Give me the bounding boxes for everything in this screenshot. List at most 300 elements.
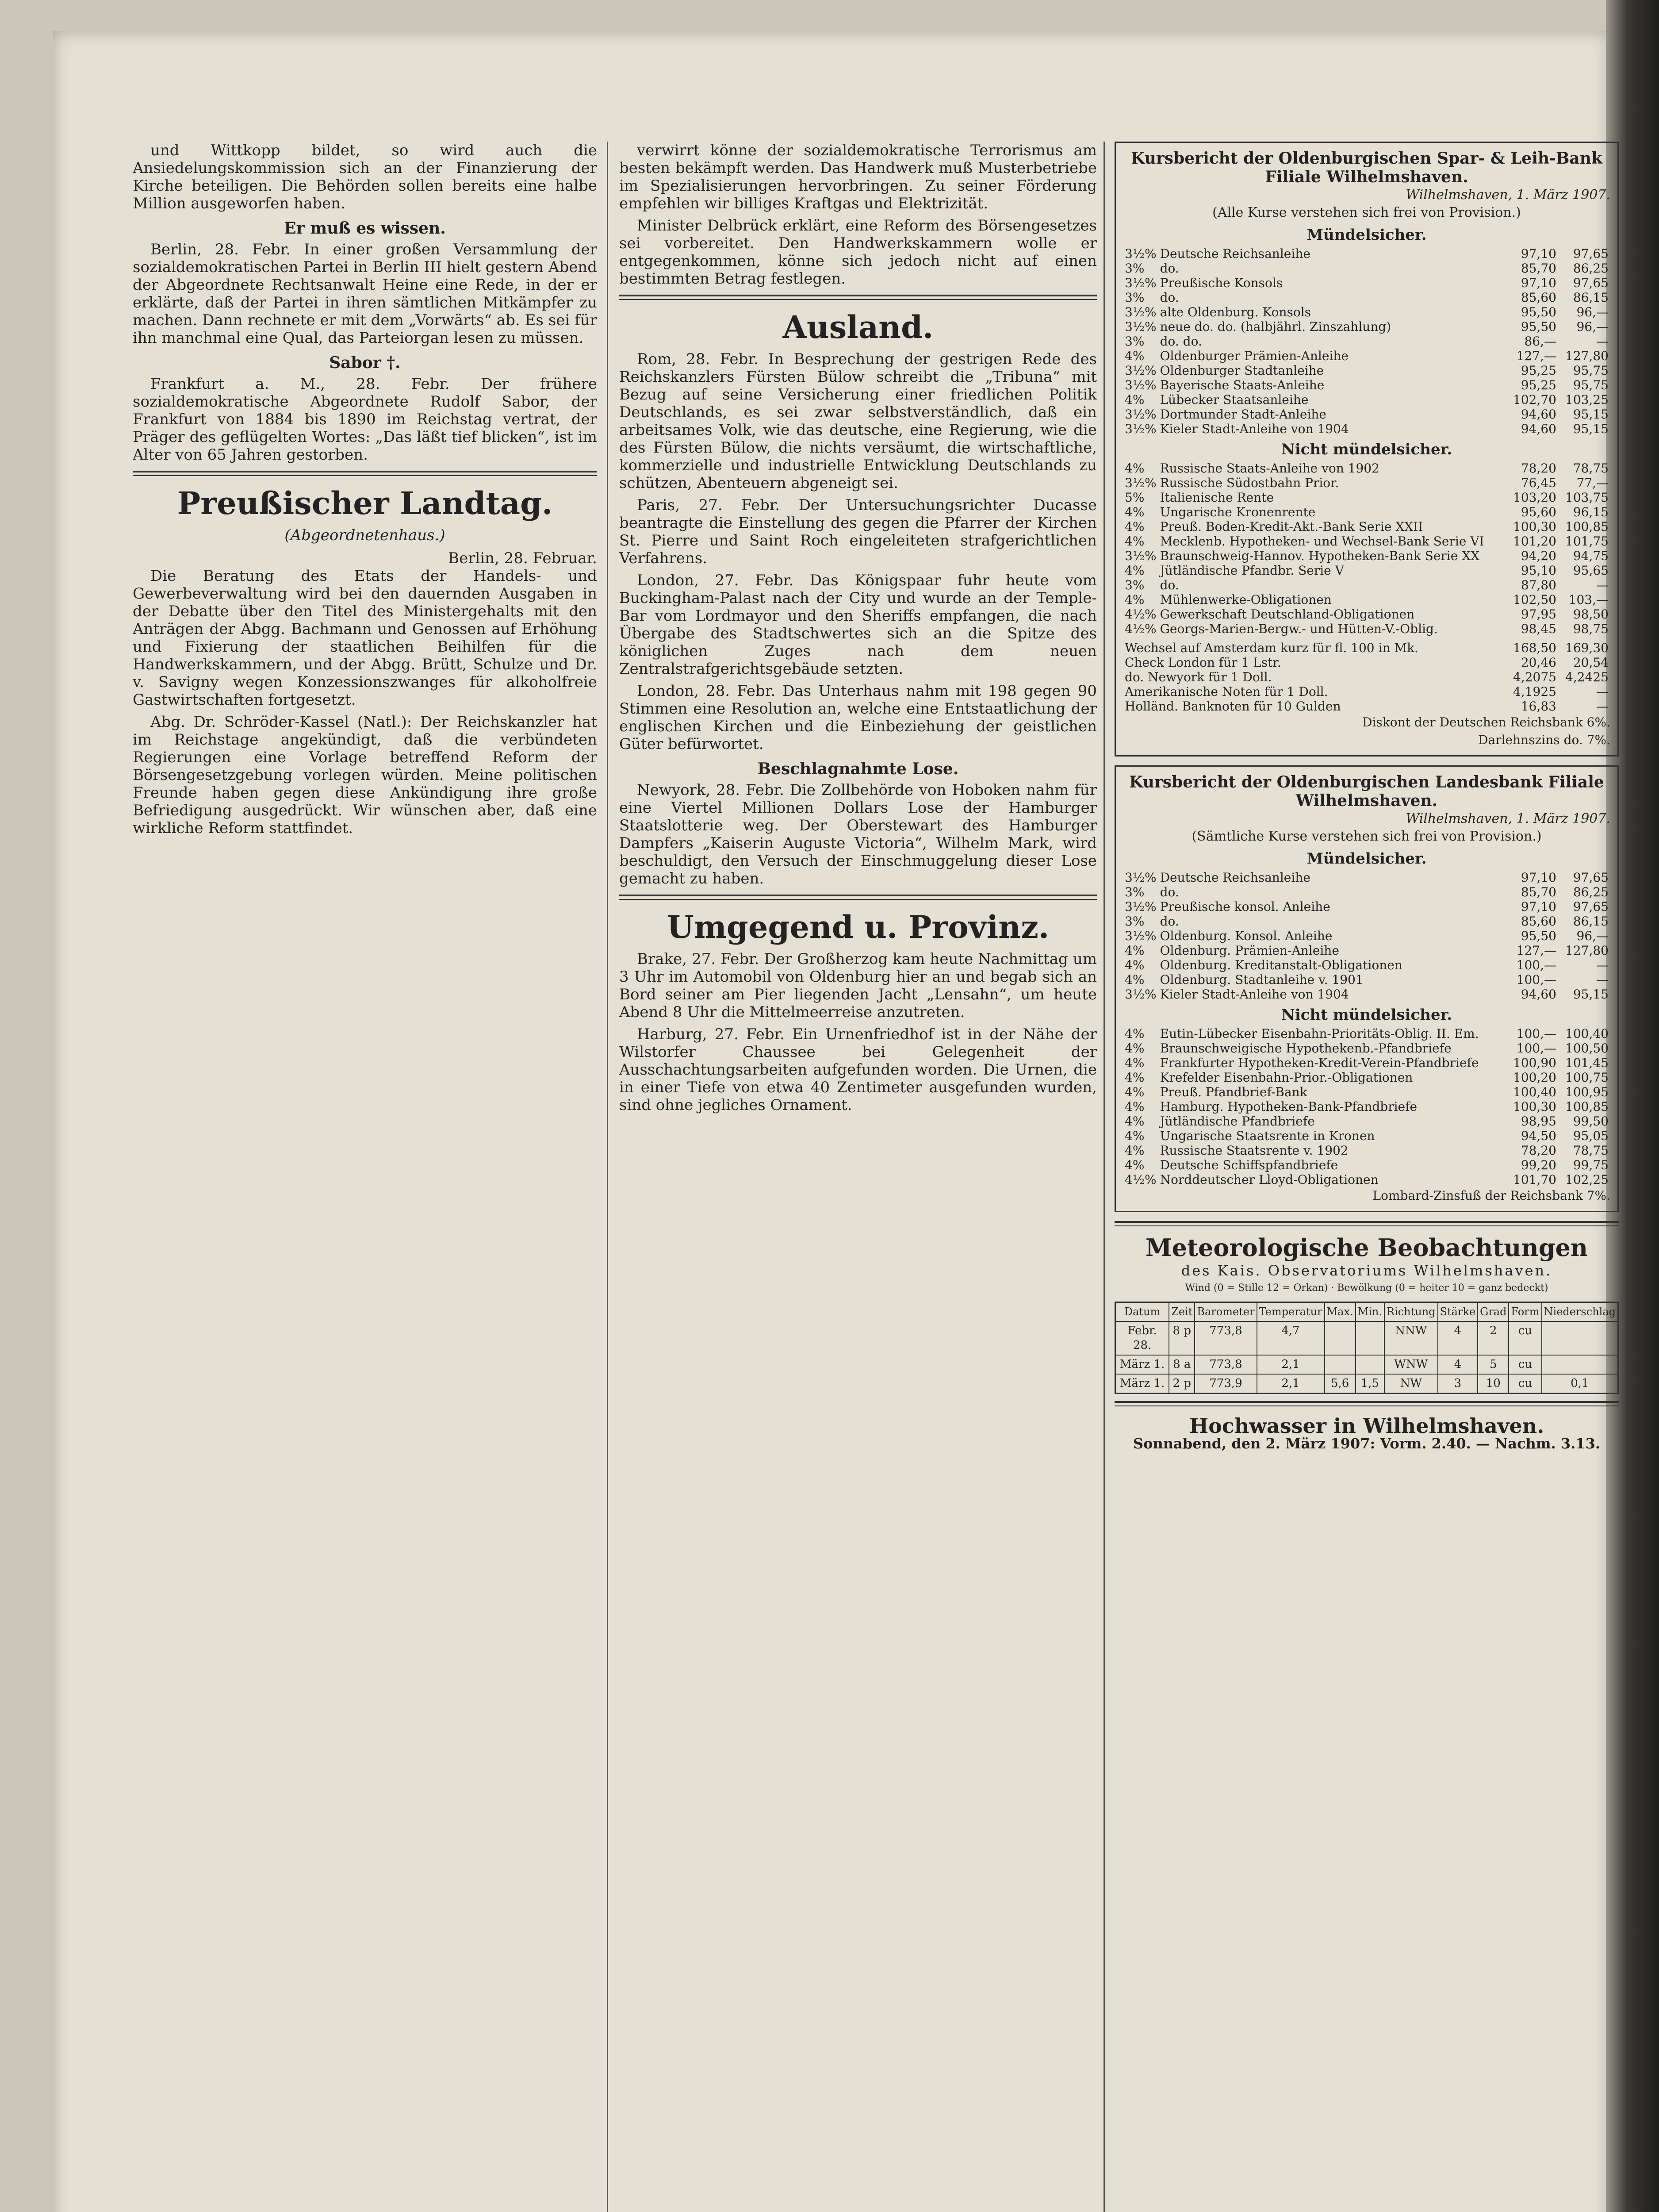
rate-row [1123, 1099, 1610, 1114]
article-text: Berlin, 28. Febr. In einer großen Versammlung der sozialdemokratischen Partei in Berlin III hielt gestern Abend der Abgeordnete Rechtsanwalt Heine eine Rede, in der er erklärte, daß der Partei in ihren sämtlichen Mitkämpfer zu machen. Dann rechnete er mit dem „Vorwärts“ ab. Es sei für ihn manchmal eine Qual, das Parteiorgan lesen zu müssen. [133, 241, 597, 347]
buy-price: 4,1925 [1513, 684, 1556, 699]
security-name: Russische Staats-Anleihe von 1902 [1160, 461, 1379, 476]
security-name: Braunschweig-Hannov. Hypotheken-Bank Serie XX [1160, 549, 1480, 563]
buy-price: 76,45 [1521, 476, 1556, 490]
security-name: Mühlenwerke-Obligationen [1160, 592, 1332, 607]
sell-price: — [1596, 578, 1609, 592]
sell-price: 95,65 [1573, 563, 1609, 578]
buy-price: 95,50 [1521, 305, 1556, 319]
rate-row [1123, 392, 1610, 407]
security-name: Amerikanische Noten für 1 Doll. [1125, 684, 1328, 699]
buy-price: 87,80 [1521, 578, 1556, 592]
buy-price: 97,10 [1521, 276, 1556, 290]
security-name: do. [1160, 290, 1179, 305]
dateline: Berlin, 28. Februar. [448, 549, 597, 567]
buy-price: 95,10 [1521, 563, 1556, 578]
sell-price: — [1596, 699, 1609, 714]
security-name: do. [1160, 885, 1179, 899]
weather-cell-deg: 2 [1478, 1321, 1509, 1355]
sell-price: — [1596, 958, 1609, 972]
sell-price: 96,15 [1573, 505, 1609, 519]
security-name: Holländ. Banknoten für 10 Gulden [1125, 699, 1341, 714]
weather-cell-temp: 2,1 [1257, 1355, 1325, 1374]
rate-row [1123, 987, 1610, 1002]
column-rule [607, 142, 608, 2212]
buy-price: 94,60 [1521, 407, 1556, 422]
section-title: Er muß es wissen. [284, 219, 446, 238]
security-name: Wechsel auf Amsterdam kurz für fl. 100 in Mk. [1125, 641, 1418, 655]
sell-price: 78,75 [1573, 461, 1609, 476]
rate-row [1123, 422, 1610, 436]
interest-rate: 3% [1125, 261, 1145, 276]
interest-rate: 3% [1125, 885, 1145, 899]
rate-row [1123, 1085, 1610, 1099]
sell-price: 94,75 [1573, 549, 1609, 563]
security-name: Ungarische Kronenrente [1160, 505, 1316, 519]
sell-price: 127,80 [1565, 349, 1609, 363]
rate-row [1123, 534, 1610, 549]
weather-row [1115, 1355, 1618, 1374]
buy-price: 95,50 [1521, 319, 1556, 334]
weather-cell-dir: WNW [1384, 1355, 1438, 1374]
rate-row [1123, 1026, 1610, 1041]
buy-price: 94,20 [1521, 549, 1556, 563]
security-name: Ungarische Staatsrente in Kronen [1160, 1129, 1375, 1143]
security-name: Dortmunder Stadt-Anleihe [1160, 407, 1327, 422]
sell-price: 103,25 [1565, 392, 1609, 407]
sell-price: 78,75 [1573, 1143, 1609, 1158]
sell-price: 100,75 [1565, 1070, 1609, 1085]
weather-cell-date: März 1. [1115, 1374, 1169, 1394]
buy-price: 85,70 [1521, 885, 1556, 899]
security-name: Deutsche Reichsanleihe [1160, 870, 1310, 885]
interest-rate: 3½% [1125, 870, 1157, 885]
weather-cell-baro: 773,8 [1195, 1321, 1257, 1355]
report-date: Wilhelmshaven, 1. März 1907. [1406, 187, 1610, 203]
column-left [133, 142, 597, 2212]
buy-price: 98,45 [1521, 622, 1556, 636]
security-name: Mecklenb. Hypotheken- und Wechsel-Bank Serie VI [1160, 534, 1484, 549]
rate-row [1123, 1143, 1610, 1158]
buy-price: 4,2075 [1513, 670, 1556, 684]
weather-cell-rain [1542, 1321, 1618, 1355]
weather-subtitle: des Kais. Observatoriums Wilhelmshaven. [1181, 1262, 1552, 1279]
security-name: do. do. [1160, 334, 1202, 349]
interest-rate: 4% [1125, 461, 1145, 476]
sell-price: 100,50 [1565, 1041, 1609, 1056]
rate-row [1123, 899, 1610, 914]
sell-price: 20,54 [1573, 655, 1609, 670]
sell-price: 99,75 [1573, 1158, 1609, 1172]
article-text: Frankfurt a. M., 28. Febr. Der frühere sozialdemokratische Abgeordnete Rudolf Sabor, der Frankfurt von 1884 bis 1890 im Reichstag vertrat, der Präger des geflügelten Wortes: „Das läßt tief blicken“, ist im Alter von 65 Jahren gestorben. [133, 375, 597, 464]
weather-header: Barometer [1195, 1302, 1257, 1322]
buy-price: 95,25 [1521, 378, 1556, 392]
rate-row [1123, 607, 1610, 622]
rates-table [1123, 1026, 1610, 1187]
buy-price: 78,20 [1521, 1143, 1556, 1158]
security-name: Oldenburg. Prämien-Anleihe [1160, 943, 1339, 958]
security-name: Jütländische Pfandbriefe [1160, 1114, 1315, 1129]
buy-price: 100,— [1516, 972, 1556, 987]
security-name: neue do. do. (halbjährl. Zinszahlung) [1160, 319, 1391, 334]
rate-row [1123, 505, 1610, 519]
interest-rate: 4% [1125, 1026, 1145, 1041]
article-text: verwirrt könne der sozialdemokratische Terrorismus am besten bekämpft werden. Das Handwerk muß Musterbetriebe im Spezialisierungen hervorbringen. Zu seiner Förderung empfehlen wir billiges Kraftgas und Elektrizität. [619, 142, 1097, 212]
interest-rate: 3½% [1125, 899, 1157, 914]
buy-price: 85,60 [1521, 290, 1556, 305]
security-name: do. [1160, 578, 1179, 592]
discount-rate: Diskont der Deutschen Reichsbank 6%. [1362, 715, 1610, 730]
interest-rate: 3% [1125, 334, 1145, 349]
column-right: Kursbericht der Oldenburgischen Spar- & Leih-Bank Filiale Wilhelmshaven. Wilhelmshaven, 1. März 1907. (Alle Kurse verstehen sich frei von Provision.) Mündelsicher. 3½% Deutsche Reichsanleihe 97,10 97,65 3% do. 85,70 86,25 3½% Preußische Konsols 97,10 97,65 3% do. 85,60 86,15 3½% alte Oldenburg. Konsols 95,50 96,— 3½% neue do. do. (halbjährl. Zinszahlung) 95,50 96,— 3% do. do. 86,— — 4% Oldenburger Prämien-Anleihe 127,— 127,80 3½% Oldenburger Stadtanleihe 95,25 95,75 3½% Bayerische Staats-Anleihe 95,25 95,75 4% Lübecker Staatsanleihe 102,70 103,25 3½% Dortmunder Stadt-Anleihe 94,60 95,15 3½% Kieler Stadt-Anleihe von 1904 94,60 95,15 Nicht mündelsicher. 4% Russische Staats-Anleihe von 1902 78,20 78,75 3½% Russische Südostbahn Prior. 76,45 77,— 5% Italienische Rente 103,20 103,75 4% Ungarische Kronenrente 95,60 96,15 4% Preuß. Boden-Kredit-Akt.-Bank Serie XXII 100,30 100,85 4% Mecklenb. Hypotheken- und Wechsel-Bank Serie VI 101,20 101,75 3½% Braunschweig-Hannov. Hypotheken-Bank Serie XX 94,20 94,75 4% Jütländische Pfandbr. Serie V 95,10 95,65 3% do. 87,80 — 4% Mühlenwerke-Obligationen 102,50 103,— 4½% Gewerkschaft Deutschland-Obligationen 97,95 98,50 4½% Georgs-Marien-Bergw.- und Hütten-V.-Oblig. 98,45 98,75 Wechsel auf Amsterdam kurz für fl. 100 in Mk. 168,50 169,30 Check London für 1 Lstr. 20,46 20,54 do. Newyork für 1 Doll. 4,2075 4,2425 Amerikanische Noten für 1 Doll. 4,1925 — Holländ. Banknoten für 10 Gulden 16,83 — Diskont der Deutschen Reichsbank 6%. Darlehnszins do. 7%. Kursbericht der Oldenburgischen Landesbank Filiale Wilhelmshaven. Wilhelmshaven, 1. März 1907. (Sämtliche Kurse verstehen sich frei von Provision.) Mündelsicher. 3½% Deutsche Reichsanleihe 97,10 97,65 3% do. 85,70 86,25 3½% Preußische konsol. Anleihe 97,10 97,65 3% do. 85,60 86,15 3½% Oldenburg. Konsol. Anleihe 95,50 96,— 4% Oldenburg. Prämien-Anleihe 127,— 127,80 4% Oldenburg. Kreditanstalt-Obligationen 100,— — 4% Oldenburg. Stadtanleihe v. 1901 100,— — 3½% Kieler Stadt-Anleihe von 1904 94,60 95,15 Nicht mündelsicher. 4% Eutin-Lübecker Eisenbahn-Prioritäts-Oblig. II. Em. 100,— 100,40 4% Braunschweigische Hypothekenb.-Pfandbriefe 100,— 100,50 4% Frankfurter Hypotheken-Kredit-Verein-Pfandbriefe 100,90 101,45 4% Krefelder Eisenbahn-Prior.-Obligationen 100,20 100,75 4% Preuß. Pfandbrief-Bank 100,40 100,95 4% Hamburg. Hypotheken-Bank-Pfandbriefe 100,30 100,85 4% Jütländische Pfandbriefe 98,95 99,50 4% Ungarische Staatsrente in Kronen 94,50 95,05 4% Russische Staatsrente v. 1902 78,20 78,75 4% Deutsche Schiffspfandbriefe 99,20 99,75 4½% Norddeutscher Lloyd-Obligationen 101,70 102,25 Lombard-Zinsfuß der Reichsbank 7%. Meteorologische Beobachtungen des Kais. Observatoriums Wilhelmshaven. Wind (0 = Stille 12 = Orkan) · Bewölkung (0 = heiter 10 = ganz bedeckt) Datum Zeit Barometer Temperatur Max. Min. Richtung Stärke Grad Form Niederschlag Febr. 28. 8 p 773,8 4,7 NNW 4 2 cu März 1. 8 a 773,8 2,1 WNW 4 5 cu März 1. 2 p 773,9 2,1 5,6 1,5 NW 3 10 cu 0,1 Hochwasser in Wilhelmshaven. Sonnabend, den 2. März 1907: Vorm. 2.40. — Nachm. 3.13. [1115, 142, 1619, 2212]
rate-row [1123, 1056, 1610, 1070]
buy-price: 95,60 [1521, 505, 1556, 519]
weather-cell-str: 4 [1438, 1355, 1478, 1374]
section-title: Beschlagnahmte Lose. [757, 760, 959, 778]
weather-cell-time: 8 a [1169, 1355, 1195, 1374]
buy-price: 102,50 [1513, 592, 1556, 607]
section-heading: Nicht mündelsicher. [1281, 441, 1452, 458]
weather-cell-temp: 2,1 [1257, 1374, 1325, 1394]
buy-price: 85,60 [1521, 914, 1556, 929]
interest-rate: 4½% [1125, 1172, 1157, 1187]
section-heading: Mündelsicher. [1307, 226, 1427, 244]
loan-rate: Darlehnszins do. 7%. [1478, 733, 1610, 747]
interest-rate: 4% [1125, 349, 1145, 363]
rate-row [1123, 885, 1610, 899]
rate-row [1123, 407, 1610, 422]
divider [1115, 1221, 1619, 1226]
stock-report-sparbank [1115, 142, 1619, 757]
interest-rate: 4½% [1125, 607, 1157, 622]
interest-rate: 3½% [1125, 476, 1157, 490]
cloud-group-label: Bewölkung (0 = heiter 10 = ganz bedeckt) [1337, 1283, 1548, 1294]
weather-cell-str: 4 [1438, 1321, 1478, 1355]
buy-price: 98,95 [1521, 1114, 1556, 1129]
rate-row [1123, 684, 1610, 699]
security-name: Eutin-Lübecker Eisenbahn-Prioritäts-Oblig. II. Em. [1160, 1026, 1479, 1041]
buy-price: 20,46 [1521, 655, 1556, 670]
interest-rate: 4% [1125, 972, 1145, 987]
weather-cell-date: Febr. 28. [1115, 1321, 1169, 1355]
interest-rate: 4% [1125, 1143, 1145, 1158]
rate-row [1123, 929, 1610, 943]
security-name: Frankfurter Hypotheken-Kredit-Verein-Pfandbriefe [1160, 1056, 1479, 1070]
headline-landtag: Preußischer Landtag. [177, 485, 553, 522]
buy-price: 102,70 [1513, 392, 1556, 407]
rate-row [1123, 943, 1610, 958]
sell-price: — [1596, 972, 1609, 987]
article-intro: und Wittkopp bildet, so wird auch die Ansiedelungskommission sich an der Finanzierung der Kirche beteiligen. Die Behörden sollen bereits eine halbe Million ausgeworfen haben. [133, 142, 597, 212]
buy-price: 97,10 [1521, 246, 1556, 261]
interest-rate: 4% [1125, 1041, 1145, 1056]
rate-row [1123, 349, 1610, 363]
weather-cell-time: 8 p [1169, 1321, 1195, 1355]
sell-price: 97,65 [1573, 899, 1609, 914]
weather-cell-temp: 4,7 [1257, 1321, 1325, 1355]
security-name: Lübecker Staatsanleihe [1160, 392, 1309, 407]
rate-row [1123, 319, 1610, 334]
article-text: Paris, 27. Febr. Der Untersuchungsrichter Ducasse beantragte die Einstellung des gegen die Pfarrer der Kirchen St. Pierre und Saint Roch eingeleiteten strafgerichtlichen Verfahrens. [619, 496, 1097, 567]
rate-row [1123, 461, 1610, 476]
rate-row [1123, 1172, 1610, 1187]
sell-price: 86,25 [1573, 261, 1609, 276]
rate-row [1123, 549, 1610, 563]
interest-rate: 4% [1125, 1099, 1145, 1114]
section-heading: Nicht mündelsicher. [1281, 1006, 1452, 1024]
interest-rate: 4% [1125, 1158, 1145, 1172]
security-name: Oldenburger Stadtanleihe [1160, 363, 1324, 378]
sell-price: 101,75 [1565, 534, 1609, 549]
sell-price: 100,85 [1565, 1099, 1609, 1114]
rate-row [1123, 1158, 1610, 1172]
rates-table [1123, 246, 1610, 436]
report-note: (Alle Kurse verstehen sich frei von Provision.) [1212, 205, 1521, 220]
sell-price: 86,15 [1573, 290, 1609, 305]
interest-rate: 3½% [1125, 378, 1157, 392]
column-rule [1103, 142, 1105, 2212]
interest-rate: 3% [1125, 914, 1145, 929]
weather-cell-max [1325, 1355, 1356, 1374]
interest-rate: 4% [1125, 1129, 1145, 1143]
wind-group-label: Wind (0 = Stille 12 = Orkan) [1185, 1283, 1328, 1294]
buy-price: 100,30 [1513, 1099, 1556, 1114]
sell-price: 100,95 [1565, 1085, 1609, 1099]
weather-cell-deg: 5 [1478, 1355, 1509, 1374]
interest-rate: 3½% [1125, 407, 1157, 422]
rate-row [1123, 699, 1610, 714]
interest-rate: 3½% [1125, 276, 1157, 290]
rate-row [1123, 578, 1610, 592]
interest-rate: 5% [1125, 490, 1145, 505]
subheadline: (Abgeordnetenhaus.) [284, 526, 445, 544]
sell-price: 86,25 [1573, 885, 1609, 899]
sell-price: 169,30 [1565, 641, 1609, 655]
security-name: Preußische Konsols [1160, 276, 1283, 290]
interest-rate: 4% [1125, 1085, 1145, 1099]
weather-header: Stärke [1438, 1302, 1478, 1322]
sell-price: 97,65 [1573, 276, 1609, 290]
interest-rate: 3½% [1125, 929, 1157, 943]
weather-cell-baro: 773,9 [1195, 1374, 1257, 1394]
rate-row [1123, 261, 1610, 276]
weather-header: Niederschlag [1542, 1302, 1618, 1322]
rate-row [1123, 655, 1610, 670]
rate-row [1123, 276, 1610, 290]
rate-row [1123, 641, 1610, 655]
interest-rate: 3% [1125, 578, 1145, 592]
buy-price: 97,10 [1521, 899, 1556, 914]
weather-header: Richtung [1384, 1302, 1438, 1322]
divider [133, 471, 597, 476]
headline-ausland: Ausland. [782, 309, 934, 346]
security-name: Preuß. Boden-Kredit-Akt.-Bank Serie XXII [1160, 519, 1423, 534]
buy-price: 101,70 [1513, 1172, 1556, 1187]
weather-header: Min. [1356, 1302, 1384, 1322]
buy-price: 100,— [1516, 958, 1556, 972]
security-name: alte Oldenburg. Konsols [1160, 305, 1311, 319]
buy-price: 103,20 [1513, 490, 1556, 505]
rate-row [1123, 958, 1610, 972]
weather-cell-rain: 0,1 [1542, 1374, 1618, 1394]
sell-price: 86,15 [1573, 914, 1609, 929]
weather-cell-dir: NW [1384, 1374, 1438, 1394]
weather-cell-form: cu [1509, 1374, 1541, 1394]
sell-price: 98,50 [1573, 607, 1609, 622]
rate-row [1123, 246, 1610, 261]
buy-price: 94,50 [1521, 1129, 1556, 1143]
interest-rate: 3½% [1125, 422, 1157, 436]
article-text: Minister Delbrück erklärt, eine Reform des Börsengesetzes sei vorbereitet. Den Handwerkskammern wolle er entgegenkommen, könne sich jedoch nicht auf einen bestimmten Betrag festlegen. [619, 217, 1097, 288]
rate-row [1123, 972, 1610, 987]
article-text: Die Beratung des Etats der Handels- und Gewerbeverwaltung wird bei den dauernden Ausgaben in der Debatte über den Titel des Ministergehalts mit den Anträgen der Abgg. Bachmann und Genossen auf Erhöhung und Fixierung der staatlichen Beihilfen für die Handwerkskammern, und der Abgg. Brütt, Schulze und Dr. v. Savigny wegen Konzessionszwanges für alkoholfreie Gastwirtschaften fortgesetzt. [133, 567, 597, 709]
rate-row [1123, 519, 1610, 534]
interest-rate: 4% [1125, 1056, 1145, 1070]
report-date: Wilhelmshaven, 1. März 1907. [1406, 811, 1610, 826]
rates-table [1123, 870, 1610, 1002]
security-name: do. [1160, 261, 1179, 276]
security-name: Krefelder Eisenbahn-Prior.-Obligationen [1160, 1070, 1413, 1085]
interest-rate: 4% [1125, 505, 1145, 519]
security-name: Braunschweigische Hypothekenb.-Pfandbriefe [1160, 1041, 1452, 1056]
interest-rate: 4% [1125, 943, 1145, 958]
buy-price: 94,60 [1521, 987, 1556, 1002]
buy-price: 127,— [1516, 349, 1556, 363]
security-name: do. [1160, 914, 1179, 929]
sell-price: 95,15 [1573, 407, 1609, 422]
weather-cell-date: März 1. [1115, 1355, 1169, 1374]
column-middle [619, 142, 1097, 2212]
interest-rate: 4% [1125, 392, 1145, 407]
security-name: Gewerkschaft Deutschland-Obligationen [1160, 607, 1415, 622]
weather-header: Datum [1115, 1302, 1169, 1322]
weather-cell-dir: NNW [1384, 1321, 1438, 1355]
report-title: Kursbericht der Oldenburgischen Spar- & Leih-Bank Filiale Wilhelmshaven. [1131, 149, 1602, 186]
rate-row [1123, 870, 1610, 885]
interest-rate: 4½% [1125, 622, 1157, 636]
report-title: Kursbericht der Oldenburgischen Landesbank Filiale Wilhelmshaven. [1129, 773, 1604, 810]
security-name: Georgs-Marien-Bergw.- und Hütten-V.-Oblig. [1160, 622, 1438, 636]
article-text: London, 28. Febr. Das Unterhaus nahm mit 198 gegen 90 Stimmen eine Resolution an, welche eine Entstaatlichung der englischen Kirchen und die Einbeziehung der geistlichen Güter befürwortet. [619, 682, 1097, 753]
rate-row [1123, 378, 1610, 392]
rate-row [1123, 1070, 1610, 1085]
lombard-rate: Lombard-Zinsfuß der Reichsbank 7%. [1372, 1188, 1610, 1203]
interest-rate: 4% [1125, 1070, 1145, 1085]
rate-row [1123, 592, 1610, 607]
sell-price: 97,65 [1573, 870, 1609, 885]
weather-cell-min: 1,5 [1356, 1374, 1384, 1394]
weather-header: Temperatur [1257, 1302, 1325, 1322]
sell-price: 97,65 [1573, 246, 1609, 261]
rate-row [1123, 363, 1610, 378]
interest-rate: 4% [1125, 1114, 1145, 1129]
rate-row [1123, 563, 1610, 578]
high-tide-title: Hochwasser in Wilhelmshaven. [1189, 1414, 1544, 1438]
stock-report-landesbank [1115, 765, 1619, 1212]
divider [1115, 1401, 1619, 1406]
security-name: Oldenburg. Kreditanstalt-Obligationen [1160, 958, 1402, 972]
buy-price: 95,50 [1521, 929, 1556, 943]
interest-rate: 4% [1125, 592, 1145, 607]
weather-cell-min [1356, 1321, 1384, 1355]
sell-price: 4,2425 [1565, 670, 1609, 684]
security-name: Norddeutscher Lloyd-Obligationen [1160, 1172, 1379, 1187]
security-name: Jütländische Pfandbr. Serie V [1160, 563, 1344, 578]
rates-table [1123, 461, 1610, 636]
sell-price: 95,75 [1573, 363, 1609, 378]
article-text: Newyork, 28. Febr. Die Zollbehörde von Hoboken nahm für eine Viertel Millionen Dollars Lose der Hamburger Staatslotterie weg. Der Oberstewart des Hamburger Dampfers „Kaiserin Auguste Victoria“, Wilhelm Mark, wird beschuldigt, den Versuch der Einschmuggelung dieser Lose gemacht zu haben. [619, 781, 1097, 887]
rate-row [1123, 914, 1610, 929]
weather-row [1115, 1321, 1618, 1355]
sell-price: 96,— [1576, 929, 1609, 943]
security-name: Deutsche Reichsanleihe [1160, 246, 1310, 261]
rate-row [1123, 305, 1610, 319]
interest-rate: 3½% [1125, 549, 1157, 563]
report-note: (Sämtliche Kurse verstehen sich frei von Provision.) [1192, 829, 1542, 844]
article-text: Harburg, 27. Febr. Ein Urnenfriedhof ist in der Nähe der Wilstorfer Chaussee bei Gelegenheit der Ausschachtungsarbeiten aufgefunden worden. Die Urnen, die in einer Tiefe von etwa 40 Zentimeter ausgefunden wurden, sind ohne jegliches Ornament. [619, 1025, 1097, 1114]
buy-price: 16,83 [1521, 699, 1556, 714]
buy-price: 97,10 [1521, 870, 1556, 885]
weather-header: Form [1509, 1302, 1541, 1322]
rate-row [1123, 670, 1610, 684]
rate-row [1123, 290, 1610, 305]
article-text: Brake, 27. Febr. Der Großherzog kam heute Nachmittag um 3 Uhr im Automobil von Oldenburg hier an und begab sich an Bord seiner am Pier liegenden Jacht „Lensahn“, um heute Abend 8 Uhr die Mittelmeerreise anzutreten. [619, 950, 1097, 1021]
interest-rate: 4% [1125, 519, 1145, 534]
rate-row [1123, 1129, 1610, 1143]
exchange-table [1123, 641, 1610, 714]
buy-price: 168,50 [1513, 641, 1556, 655]
weather-table [1115, 1302, 1619, 1394]
security-name: Italienische Rente [1160, 490, 1274, 505]
divider [619, 895, 1097, 900]
weather-title: Meteorologische Beobachtungen [1145, 1233, 1588, 1262]
interest-rate: 4% [1125, 563, 1145, 578]
security-name: do. Newyork für 1 Doll. [1125, 670, 1272, 684]
buy-price: 100,90 [1513, 1056, 1556, 1070]
buy-price: 99,20 [1521, 1158, 1556, 1172]
weather-cell-form: cu [1509, 1355, 1541, 1374]
rate-row [1123, 334, 1610, 349]
buy-price: 95,25 [1521, 363, 1556, 378]
rate-row [1123, 1114, 1610, 1129]
interest-rate: 4% [1125, 534, 1145, 549]
weather-cell-min [1356, 1355, 1384, 1374]
buy-price: 100,— [1516, 1041, 1556, 1056]
interest-rate: 3½% [1125, 319, 1157, 334]
sell-price: 103,75 [1565, 490, 1609, 505]
sell-price: 98,75 [1573, 622, 1609, 636]
security-name: Bayerische Staats-Anleihe [1160, 378, 1325, 392]
interest-rate: 3½% [1125, 987, 1157, 1002]
buy-price: 97,95 [1521, 607, 1556, 622]
headline-umgegend: Umgegend u. Provinz. [667, 909, 1050, 945]
security-name: Oldenburg. Konsol. Anleihe [1160, 929, 1333, 943]
buy-price: 78,20 [1521, 461, 1556, 476]
security-name: Kieler Stadt-Anleihe von 1904 [1160, 422, 1349, 436]
sell-price: 96,— [1576, 319, 1609, 334]
sell-price: 99,50 [1573, 1114, 1609, 1129]
high-tide-times: Sonnabend, den 2. März 1907: Vorm. 2.40. — Nachm. 3.13. [1133, 1435, 1600, 1452]
security-name: Russische Südostbahn Prior. [1160, 476, 1339, 490]
interest-rate: 3½% [1125, 363, 1157, 378]
buy-price: 100,40 [1513, 1085, 1556, 1099]
weather-cell-time: 2 p [1169, 1374, 1195, 1394]
section-title: Sabor †. [329, 353, 401, 372]
sell-price: 103,— [1568, 592, 1609, 607]
sell-price: 95,15 [1573, 422, 1609, 436]
interest-rate: 3½% [1125, 246, 1157, 261]
weather-cell-deg: 10 [1478, 1374, 1509, 1394]
